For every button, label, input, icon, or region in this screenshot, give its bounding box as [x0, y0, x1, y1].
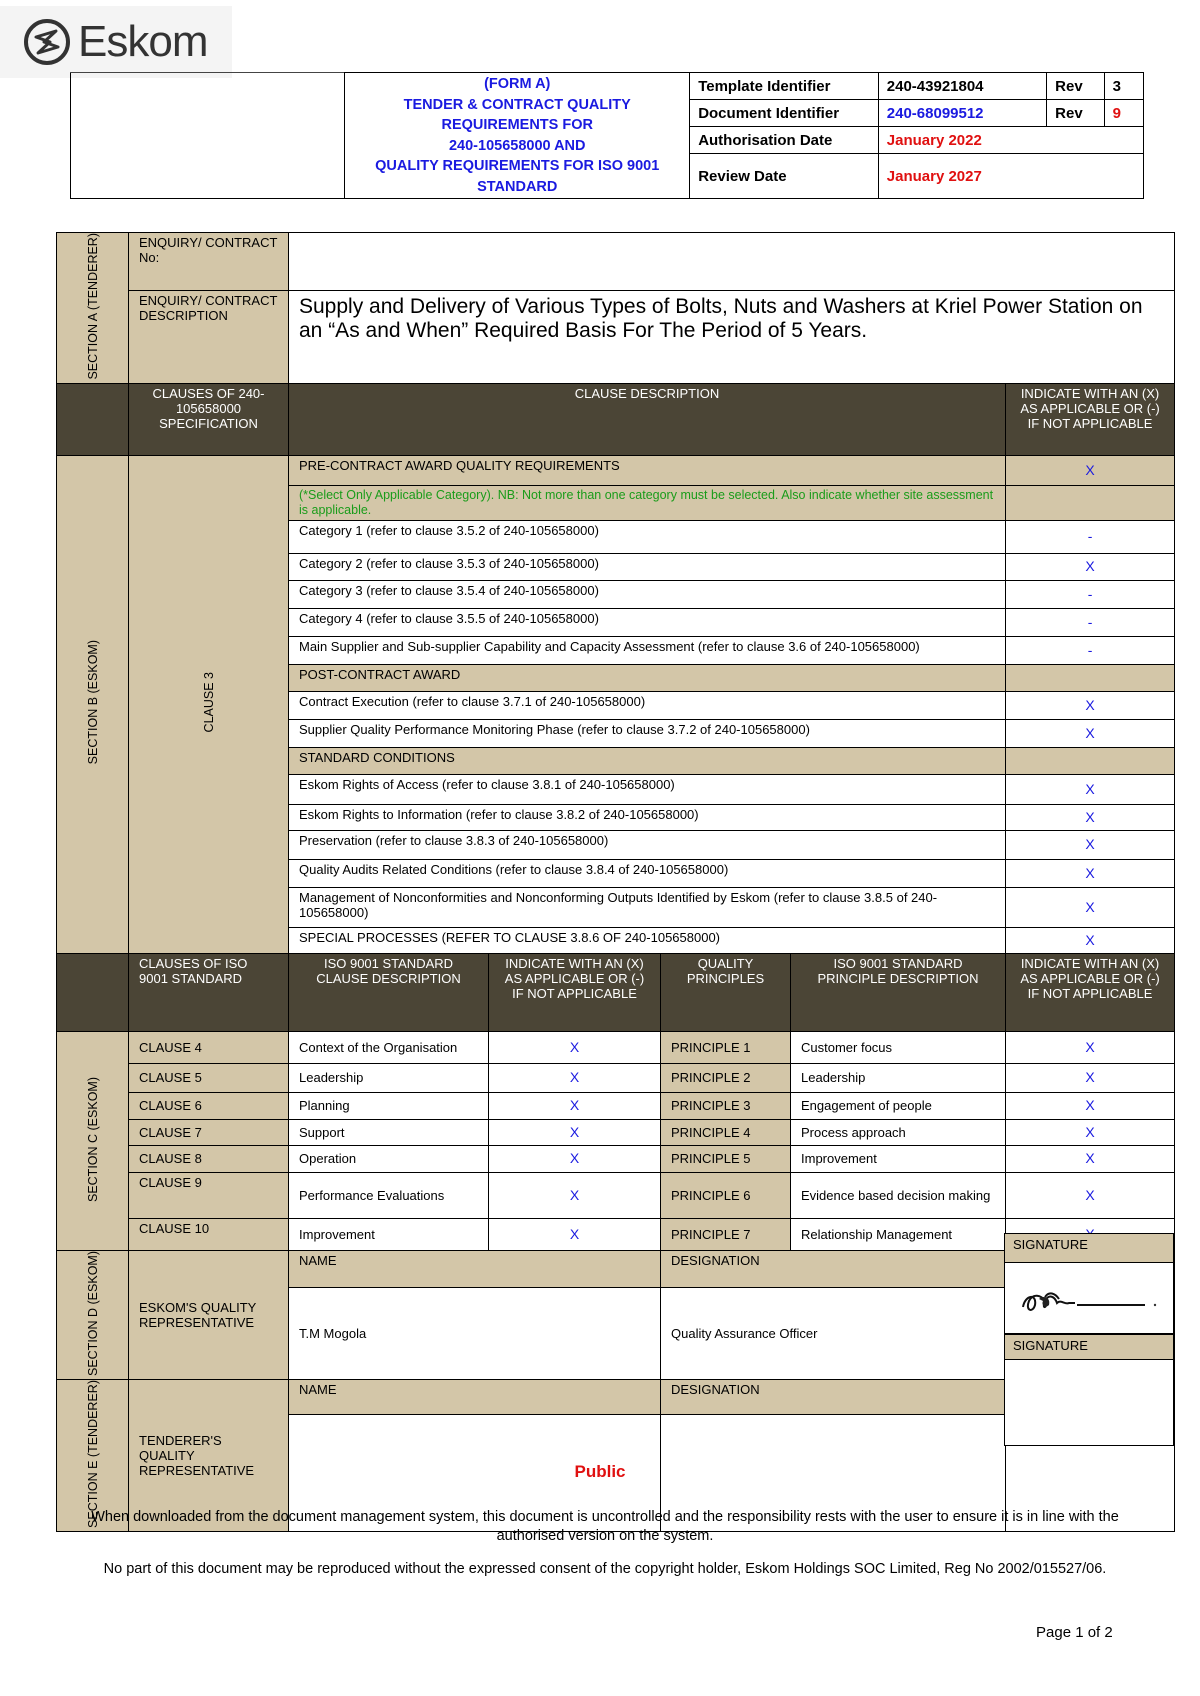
e-name-label: NAME	[289, 1379, 661, 1414]
c-principle-desc: Process approach	[791, 1119, 1006, 1145]
b-row-mark[interactable]: X	[1006, 887, 1175, 927]
uncontrolled-notice: When downloaded from the document management system, this document is uncontrolled and the responsibility rests with the user to ensure it is in line with the authorised version on the system.	[91, 1509, 1119, 1544]
c-principle-desc: Evidence based decision making	[791, 1172, 1006, 1218]
header-blank-cell	[71, 73, 345, 199]
c-clause-desc: Performance Evaluations	[289, 1172, 489, 1218]
c-clause-desc: Improvement	[289, 1218, 489, 1250]
document-identifier: 240-68099512	[878, 100, 1046, 127]
b-row-mark[interactable]	[1006, 747, 1175, 774]
c-clause: CLAUSE 8	[129, 1145, 289, 1172]
c-principle-desc: Relationship Management	[791, 1218, 1006, 1250]
handwritten-signature	[1015, 1271, 1165, 1331]
c-clause-mark[interactable]: X	[489, 1119, 661, 1145]
authorisation-date-label: Authorisation Date	[690, 127, 879, 154]
c-principle: PRINCIPLE 7	[661, 1218, 791, 1250]
eskom-logo-icon	[22, 17, 72, 67]
c-clause: CLAUSE 7	[129, 1119, 289, 1145]
section-e-label: SECTION E (TENDERER)	[57, 1379, 129, 1531]
c-clause-desc: Context of the Organisation	[289, 1031, 489, 1063]
document-header-table	[70, 72, 1144, 199]
b-row-text: Management of Nonconformities and Nonconforming Outputs Identified by Eskom (refer to clause 3.8.5 of 240-105658000)	[289, 887, 1006, 927]
c-principle: PRINCIPLE 2	[661, 1063, 791, 1092]
c-principle-desc: Improvement	[791, 1145, 1006, 1172]
d-designation-label: DESIGNATION	[661, 1250, 1006, 1288]
review-date: January 2027	[878, 154, 1143, 199]
b-row-mark[interactable]: X	[1006, 774, 1175, 804]
d-signature-label: SIGNATURE	[1004, 1233, 1174, 1263]
tenderer-rep-label: TENDERER'S QUALITY REPRESENTATIVE	[129, 1379, 289, 1531]
enquiry-no-label: ENQUIRY/ CONTRACT No:	[129, 233, 289, 291]
c-clause-mark[interactable]: X	[489, 1031, 661, 1063]
section-b-label: SECTION B (ESKOM)	[57, 455, 129, 953]
c-principle-mark[interactable]: X	[1006, 1119, 1175, 1145]
b-row-text: POST-CONTRACT AWARD	[289, 664, 1006, 691]
section-c-header-indicate-2: INDICATE WITH AN (X) AS APPLICABLE OR (-) IF NOT APPLICABLE	[1006, 953, 1175, 1031]
c-clause-mark[interactable]: X	[489, 1172, 661, 1218]
b-row-mark[interactable]: -	[1006, 636, 1175, 664]
section-c-header-principles: QUALITY PRINCIPLES	[661, 953, 791, 1031]
b-row-mark[interactable]: -	[1006, 520, 1175, 553]
d-name-label: NAME	[289, 1250, 661, 1288]
b-row-mark[interactable]: X	[1006, 830, 1175, 859]
c-clause-mark[interactable]: X	[489, 1218, 661, 1250]
b-row-mark[interactable]: -	[1006, 608, 1175, 636]
logo-wordmark: Eskom	[78, 17, 208, 66]
b-row-mark[interactable]	[1006, 485, 1175, 520]
b-row-text: Eskom Rights of Access (refer to clause 3.8.1 of 240-105658000)	[289, 774, 1006, 804]
b-row-mark[interactable]	[1006, 664, 1175, 691]
section-c-label: SECTION C (ESKOM)	[57, 1031, 129, 1250]
c-clause: CLAUSE 6	[129, 1092, 289, 1119]
b-row-text: Quality Audits Related Conditions (refer to clause 3.8.4 of 240-105658000)	[289, 859, 1006, 887]
b-row-note: (*Select Only Applicable Category). NB: Not more than one category must be selected. Also indicate whether site assessment is applicable.	[289, 485, 1006, 520]
c-clause: CLAUSE 10	[129, 1218, 289, 1250]
template-rev: 3	[1104, 73, 1143, 100]
section-d-label: SECTION D (ESKOM)	[57, 1250, 129, 1379]
copyright-notice: No part of this document may be reproduced without the expressed consent of the copyright holder, Eskom Holdings SOC Limited, Reg No 2002/015527/06.	[103, 1561, 1107, 1577]
section-c-header-blank	[57, 953, 129, 1031]
b-row-mark[interactable]: X	[1006, 927, 1175, 953]
section-c-header-principle-desc: ISO 9001 STANDARD PRINCIPLE DESCRIPTION	[791, 953, 1006, 1031]
document-identifier-label: Document Identifier	[690, 100, 879, 127]
c-principle-desc: Engagement of people	[791, 1092, 1006, 1119]
c-clause-mark[interactable]: X	[489, 1063, 661, 1092]
c-principle: PRINCIPLE 5	[661, 1145, 791, 1172]
b-row-text: SPECIAL PROCESSES (REFER TO CLAUSE 3.8.6 OF 240-105658000)	[289, 927, 1006, 953]
b-row-text: Supplier Quality Performance Monitoring Phase (refer to clause 3.7.2 of 240-105658000)	[289, 719, 1006, 747]
section-c-header-indicate: INDICATE WITH AN (X) AS APPLICABLE OR (-) IF NOT APPLICABLE	[489, 953, 661, 1031]
c-clause: CLAUSE 5	[129, 1063, 289, 1092]
clause-3-label: CLAUSE 3	[129, 455, 289, 953]
b-row-mark[interactable]: X	[1006, 804, 1175, 830]
c-principle-mark[interactable]: X	[1006, 1145, 1175, 1172]
c-clause-desc: Leadership	[289, 1063, 489, 1092]
b-row-text: Category 1 (refer to clause 3.5.2 of 240-105658000)	[289, 520, 1006, 553]
c-principle-desc: Customer focus	[791, 1031, 1006, 1063]
c-principle-mark[interactable]: X	[1006, 1063, 1175, 1092]
section-c-header-clause-desc: ISO 9001 STANDARD CLAUSE DESCRIPTION	[289, 953, 489, 1031]
e-designation-label: DESIGNATION	[661, 1379, 1006, 1414]
b-row-mark[interactable]: X	[1006, 719, 1175, 747]
template-identifier: 240-43921804	[878, 73, 1046, 100]
b-row-mark[interactable]: X	[1006, 691, 1175, 719]
b-row-text: Contract Execution (refer to clause 3.7.1 of 240-105658000)	[289, 691, 1006, 719]
d-name[interactable]: T.M Mogola	[289, 1288, 661, 1379]
b-row-text: PRE-CONTRACT AWARD QUALITY REQUIREMENTS	[289, 455, 1006, 485]
e-signature-field[interactable]	[1004, 1359, 1174, 1446]
c-principle-desc: Leadership	[791, 1063, 1006, 1092]
b-row-mark[interactable]: X	[1006, 455, 1175, 485]
form-title: (FORM A) TENDER & CONTRACT QUALITY REQUIREMENTS FOR 240-105658000 AND QUALITY REQUIREMENTS FOR ISO 9001 STANDARD	[345, 73, 690, 199]
c-principle: PRINCIPLE 6	[661, 1172, 791, 1218]
eskom-rep-label: ESKOM'S QUALITY REPRESENTATIVE	[129, 1250, 289, 1379]
c-clause: CLAUSE 4	[129, 1031, 289, 1063]
b-row-mark[interactable]: X	[1006, 553, 1175, 580]
c-clause-mark[interactable]: X	[489, 1145, 661, 1172]
c-principle: PRINCIPLE 1	[661, 1031, 791, 1063]
section-b-header-indicate: INDICATE WITH AN (X) AS APPLICABLE OR (-) IF NOT APPLICABLE	[1006, 383, 1175, 455]
e-signature-label: SIGNATURE	[1004, 1334, 1174, 1360]
enquiry-desc-label: ENQUIRY/ CONTRACT DESCRIPTION	[129, 290, 289, 383]
b-row-text: Category 4 (refer to clause 3.5.5 of 240-105658000)	[289, 608, 1006, 636]
review-date-label: Review Date	[690, 154, 879, 199]
c-clause-desc: Support	[289, 1119, 489, 1145]
d-designation[interactable]: Quality Assurance Officer	[661, 1288, 1006, 1379]
authorisation-date: January 2022	[878, 127, 1143, 154]
enquiry-no-field[interactable]	[289, 233, 1175, 291]
c-clause-desc: Operation	[289, 1145, 489, 1172]
b-row-text: Eskom Rights to Information (refer to clause 3.8.2 of 240-105658000)	[289, 804, 1006, 830]
document-rev: 9	[1104, 100, 1143, 127]
b-row-mark[interactable]: X	[1006, 859, 1175, 887]
b-row-text: Preservation (refer to clause 3.8.3 of 240-105658000)	[289, 830, 1006, 859]
template-rev-label: Rev	[1047, 73, 1104, 100]
classification-label: Public	[574, 1462, 626, 1481]
c-principle-mark[interactable]: X	[1006, 1172, 1175, 1218]
c-principle: PRINCIPLE 4	[661, 1119, 791, 1145]
enquiry-desc-field[interactable]: Supply and Delivery of Various Types of Bolts, Nuts and Washers at Kriel Power Station on an “As and When” Required Basis For The Period of 5 Years.	[289, 290, 1175, 383]
b-row-text: Category 2 (refer to clause 3.5.3 of 240-105658000)	[289, 553, 1006, 580]
b-row-text: Category 3 (refer to clause 3.5.4 of 240-105658000)	[289, 580, 1006, 608]
b-row-mark[interactable]: -	[1006, 580, 1175, 608]
c-clause-desc: Planning	[289, 1092, 489, 1119]
c-clause-mark[interactable]: X	[489, 1092, 661, 1119]
c-clause: CLAUSE 9	[129, 1172, 289, 1218]
c-principle-mark[interactable]: X	[1006, 1031, 1175, 1063]
template-identifier-label: Template Identifier	[690, 73, 879, 100]
d-signature-field[interactable]	[1004, 1262, 1174, 1334]
b-row-text: Main Supplier and Sub-supplier Capability and Capacity Assessment (refer to clause 3.6 of 240-105658000)	[289, 636, 1006, 664]
section-b-header-clauses: CLAUSES OF 240-105658000 SPECIFICATION	[129, 383, 289, 455]
document-rev-label: Rev	[1047, 100, 1104, 127]
c-principle-mark[interactable]: X	[1006, 1092, 1175, 1119]
b-row-text: STANDARD CONDITIONS	[289, 747, 1006, 774]
section-c-header-clauses: CLAUSES OF ISO 9001 STANDARD	[129, 953, 289, 1031]
eskom-logo	[0, 6, 232, 78]
section-a-label: SECTION A (TENDERER)	[57, 233, 129, 384]
page-number: Page 1 of 2	[1036, 1624, 1113, 1641]
c-principle: PRINCIPLE 3	[661, 1092, 791, 1119]
section-b-header-desc: CLAUSE DESCRIPTION	[289, 383, 1006, 455]
section-b-header-blank	[57, 383, 129, 455]
